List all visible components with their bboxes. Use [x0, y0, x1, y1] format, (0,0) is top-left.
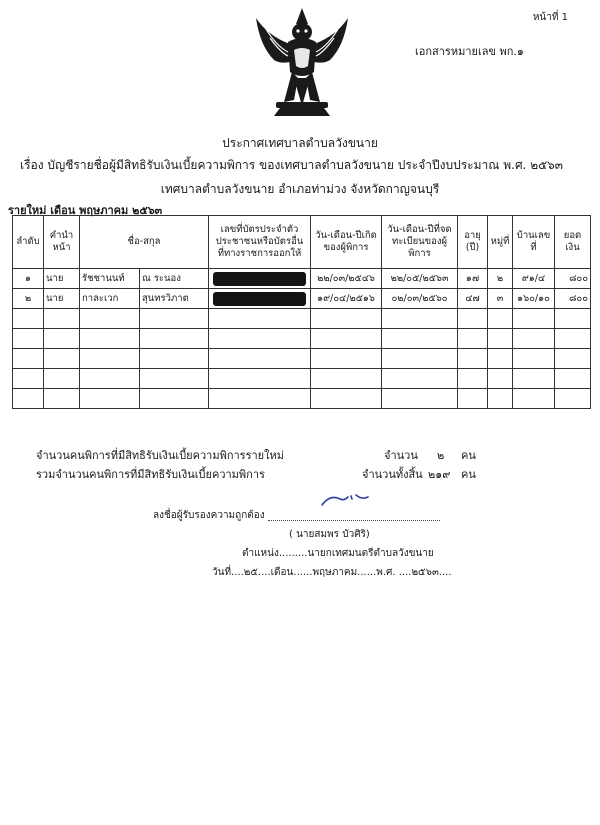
- signature-date: วันที่....๒๕....เดือน......พฤษภาคม......พ.ศ. ....๒๕๖๓....: [212, 567, 452, 578]
- cell-dob: ๑๙/๐๔/๒๕๑๖: [311, 289, 382, 309]
- table-row: [13, 269, 591, 289]
- table-row-empty: [13, 369, 591, 389]
- header-house: บ้านเลขที่: [513, 216, 555, 269]
- location-heading: เทศบาลตำบลวังขนาย อำเภอท่าม่วง จังหวัดกาญจนบุรี: [160, 182, 440, 196]
- header-id: เลขที่บัตรประจำตัวประชาชนหรือบัตรอื่นที่ทางราชการออกให้: [209, 216, 311, 269]
- table-row-empty: [13, 309, 591, 329]
- cell-id-number: [209, 289, 311, 309]
- header-prefix: คำนำหน้า: [44, 216, 80, 269]
- new-count-unit: คน: [461, 449, 476, 462]
- header-name: ชื่อ-สกุล: [80, 216, 209, 269]
- total-count-value: ๒๑๙: [428, 468, 451, 481]
- new-beneficiaries-label: จำนวนคนพิการที่มีสิทธิรับเงินเบี้ยความพิการรายใหม่: [36, 449, 284, 462]
- redaction-bar: [213, 292, 306, 306]
- header-age: อายุ (ปี): [458, 216, 488, 269]
- new-count-label: จำนวน: [384, 449, 418, 462]
- table-header-row: [13, 216, 591, 269]
- cell-moo: ๒: [488, 269, 513, 289]
- cell-age: ๑๗: [458, 269, 488, 289]
- cell-amount: ๘๐๐: [555, 269, 591, 289]
- cell-house: ๑๖๐/๑๐: [513, 289, 555, 309]
- garuda-emblem: [250, 6, 354, 118]
- header-registration: วัน-เดือน-ปีที่จดทะเบียนของผู้พิการ: [382, 216, 458, 269]
- cell-last-name: สุนทรวิภาต: [140, 289, 209, 309]
- cell-registration-date: ๒๒/๐๕/๒๕๖๓: [382, 269, 458, 289]
- cell-amount: ๘๐๐: [555, 289, 591, 309]
- new-count-value: ๒: [437, 449, 445, 462]
- handwritten-signature: [318, 488, 372, 510]
- cell-no: ๑: [13, 269, 44, 289]
- list-subheading: รายใหม่ เดือน พฤษภาคม ๒๕๖๓: [8, 204, 163, 217]
- total-count-label: จำนวนทั้งสิ้น: [362, 468, 423, 481]
- cell-first-name: กาละเวก: [80, 289, 140, 309]
- table-row-empty: [13, 349, 591, 369]
- page-number: หน้าที่ 1: [532, 12, 568, 23]
- subject-heading: เรื่อง บัญชีรายชื่อผู้มีสิทธิรับเงินเบี้ยความพิการ ของเทศบาลตำบลวังขนาย ประจำปีงบประมาณ พ.ศ. ๒๕๖๓: [20, 158, 563, 172]
- cell-prefix: นาย: [44, 269, 80, 289]
- cell-prefix: นาย: [44, 289, 80, 309]
- cell-first-name: รัชชานนท์: [80, 269, 140, 289]
- beneficiary-table: [12, 215, 591, 409]
- signature-line: [268, 520, 440, 521]
- cell-last-name: ณ ระนอง: [140, 269, 209, 289]
- header-dob: วัน-เดือน-ปีเกิดของผู้พิการ: [311, 216, 382, 269]
- table-row: [13, 289, 591, 309]
- cell-moo: ๓: [488, 289, 513, 309]
- cell-registration-date: ๐๒/๐๓/๒๕๖๐: [382, 289, 458, 309]
- cell-id-number: [209, 269, 311, 289]
- table-row-empty: [13, 329, 591, 349]
- document-number: เอกสารหมายเลข พก.๑: [415, 45, 524, 58]
- total-count-unit: คน: [461, 468, 476, 481]
- header-moo: หมู่ที่: [488, 216, 513, 269]
- header-no: ลำดับ: [13, 216, 44, 269]
- table-row-empty: [13, 389, 591, 409]
- cell-house: ๙๑/๔: [513, 269, 555, 289]
- cell-age: ๔๗: [458, 289, 488, 309]
- total-beneficiaries-label: รวมจำนวนคนพิการที่มีสิทธิรับเงินเบี้ยความพิการ: [36, 468, 265, 481]
- redaction-bar: [213, 272, 306, 286]
- announcement-heading: ประกาศเทศบาลตำบลวังขนาย: [222, 136, 378, 150]
- cell-dob: ๒๒/๐๓/๒๕๔๖: [311, 269, 382, 289]
- header-amount: ยอดเงิน: [555, 216, 591, 269]
- certify-label: ลงชื่อผู้รับรองความถูกต้อง: [153, 510, 265, 521]
- signatory-position: ตำแหน่ง.........นายกเทศมนตรีตำบลวังขนาย: [242, 548, 434, 559]
- signatory-name: ( นายสมพร บัวศิริ): [289, 529, 370, 540]
- cell-no: ๒: [13, 289, 44, 309]
